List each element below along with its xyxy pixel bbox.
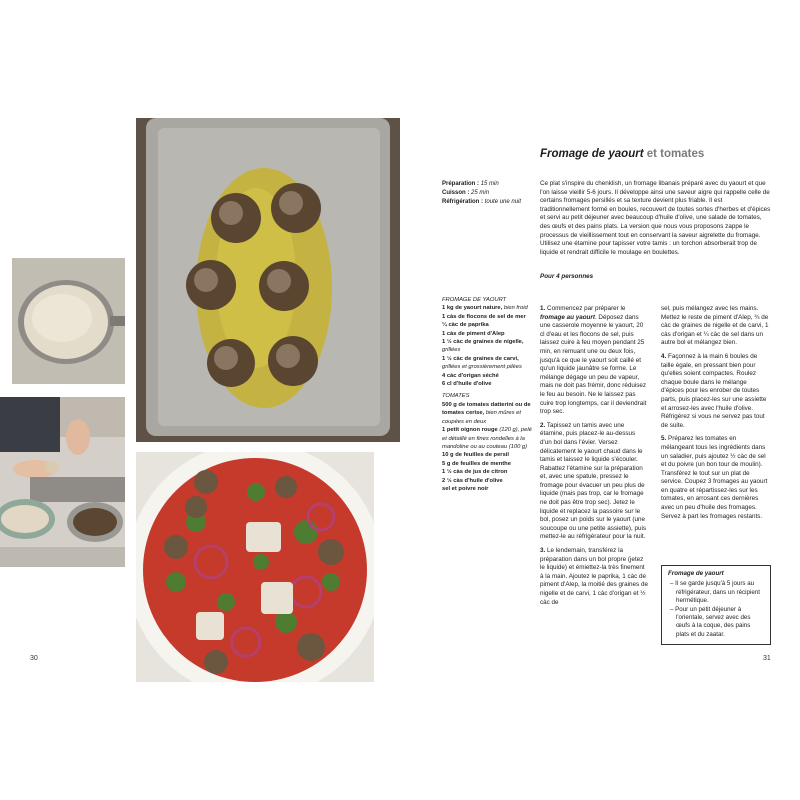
step-3: 3. Le lendemain, transférez la préparation dans un bol propre (jetez le liquide) et émiettez-la très finement à la main. Ajoutez le paprika, 1 càc de piment d'Alep, la moitié des graines de nigelle et de carvi, 1 càc d'origan et ½ càc de	[540, 547, 648, 606]
step-1: 1. Commencez par préparer le fromage au yaourt. Déposez dans une casserole moyenne le yaourt, 20 cl d'eau et les flocons de sel, puis laissez cuire à feu moyen pendant 25 min, en remuant une ou deux fois, jusqu'à ce que le yaourt soit caillé et qu'un liquide jaunâtre se forme. Le mélange dégage un peu de vapeur, mais ne doit pas frémir, donc réduisez le feu au besoin. Ne le laissez pas cuire trop longtemps, car il deviendrait trop sec.	[540, 305, 647, 416]
ingredient-item: 1 ½ càc de graines de carvi, grillées et grossièrement pilées	[442, 355, 522, 371]
step-5: 5. Préparez les tomates en mélangeant tous les ingrédients dans un saladier, puis ajoutez ½ càc de sel et du poivre (un bon tour de moulin). Transférez le tout sur un plat de service. Coupez 3 fromages au yaourt en quatre et répartissez-les sur les tomates, en arrosant ces dernières avec un peu d'huile des fromages. Servez à part les fromages restants.	[661, 435, 768, 520]
ingredient-item: 1 ½ càc de graines de nigelle, grillées	[442, 339, 524, 354]
step-3-continued: sel, puis mélangez avec les mains. Mettez le reste de piment d'Alep, ¾ de càc de graines de nigelle et de carvi, 1 càs d'origan et ¼ càc de sel dans un autre bol et mélangez bien.	[661, 305, 769, 347]
ingredient-item: sel et poivre noir	[442, 485, 489, 492]
photo-yogurt-in-pot	[12, 258, 125, 384]
recipe-title-rest: et tomates	[643, 148, 705, 160]
method-column-2	[661, 305, 769, 526]
ingredients-list	[442, 296, 532, 493]
ingredient-item: 1 petit oignon rouge (120 g), pelé et détaillé en fines rondelles à la mandoline ou au couteau (100 g)	[442, 427, 532, 450]
recipe-title-main: Fromage de yaourt	[540, 148, 644, 160]
cook-label: Cuisson :	[442, 190, 470, 196]
recipe-timing	[442, 180, 521, 207]
page-number-right: 31	[763, 655, 771, 662]
tip-item: – Il se garde jusqu'à 5 jours au réfrigérateur, dans un récipient hermétique.	[670, 580, 760, 605]
ingredient-item: 1 ½ càs de jus de citron	[442, 469, 508, 476]
ingredient-item: 1 càs de piment d'Alep	[442, 330, 505, 337]
tip-box	[661, 565, 771, 645]
prep-label: Préparation :	[442, 181, 480, 187]
ingredients-heading-yaourt: FROMAGE DE YAOURT	[442, 297, 507, 303]
recipe-title	[540, 148, 704, 160]
recipe-intro: Ce plat s'inspire du chenklish, un fromage libanais préparé avec du yaourt et que l'on laisse vieillir 5-6 jours. Il développe ainsi une saveur aigre qui rappelle celle de certains fromages persillés et sa texture devient plus friable. Il est traditionnellement formé en boules, recouvert de toutes sortes d'herbes et d'épices et servi au petit déjeuner avec beaucoup d'huile d'olive, une salade de tomates, des œufs et des pains plats. La version que nous vous proposons zappe le processus de vieillissement tout en conservant la saveur aigrelette du fromage. Utilisez une étamine pour tapisser votre tamis : un torchon absorberait trop de liquide et rendrait difficile le moulage en boulettes.	[540, 180, 771, 256]
fridge-value: toute une nuit	[484, 199, 522, 205]
tip-item: – Pour un petit déjeuner à l'orientale, servez avec des œufs à la coque, des pains plats et du zaatar.	[670, 605, 751, 638]
recipe-servings: Pour 4 personnes	[540, 273, 594, 280]
prep-value: 15 min	[480, 181, 499, 187]
fridge-label: Réfrigération :	[442, 199, 484, 205]
ingredient-item: 4 càc d'origan séché	[442, 372, 499, 379]
photo-shaping-cheese-balls	[0, 397, 125, 567]
ingredient-item: 5 g de feuilles de menthe	[442, 460, 511, 467]
step-4: 4. Façonnez à la main 6 boules de taille égale, en pressant bien pour qu'elles soient compactes. Roulez chaque boule dans le mélange d'épices pour les enrober de toutes parts, puis placez-les sur une assiette et arrosez-les avec l'huile d'olive. Réfrigérez si vous ne servez pas tout de suite.	[661, 352, 767, 429]
ingredient-item: 2 ½ càs d'huile d'olive	[442, 477, 503, 484]
ingredient-item: 1 càs de flocons de sel de mer	[442, 313, 526, 320]
ingredient-item: 6 cl d'huile d'olive	[442, 381, 492, 388]
tip-title: Fromage de yaourt	[668, 570, 724, 577]
photo-tomato-salad-with-cheese	[136, 452, 374, 682]
ingredients-heading-tomates: TOMATES	[442, 393, 470, 400]
ingredient-item: ¼ càc de paprika	[442, 322, 489, 329]
cook-value: 25 min	[471, 190, 490, 196]
ingredient-item: 10 g de feuilles de persil	[442, 452, 510, 459]
photo-yogurt-cheese-balls-on-tray	[136, 118, 400, 442]
method-column-1	[540, 305, 648, 612]
step-2: 2. Tapissez un tamis avec une étamine, puis placez-le au-dessus d'un bol dans l'évier. Versez délicatement le yaourt chaud dans le tamis et laissez le liquide s'écouler. Rabattez l'étamine sur la préparation et, avec une spatule, pressez le fromage pour évacuer un peu plus de liquide (mais pas trop, car le fromage ne doit pas être trop sec). Jetez le liquide et replacez la passoire sur le bol, posez un poids sur le yaourt (une soucoupe ou une petite assiette), puis mettez-le au réfrigérateur pour la nuit.	[540, 421, 647, 541]
page-number-left: 30	[30, 655, 38, 662]
ingredient-item: 1 kg de yaourt nature, bien froid	[442, 305, 528, 312]
ingredient-item: 500 g de tomates datterini ou de tomates cerise, bien mûres et coupées en deux	[442, 401, 531, 425]
